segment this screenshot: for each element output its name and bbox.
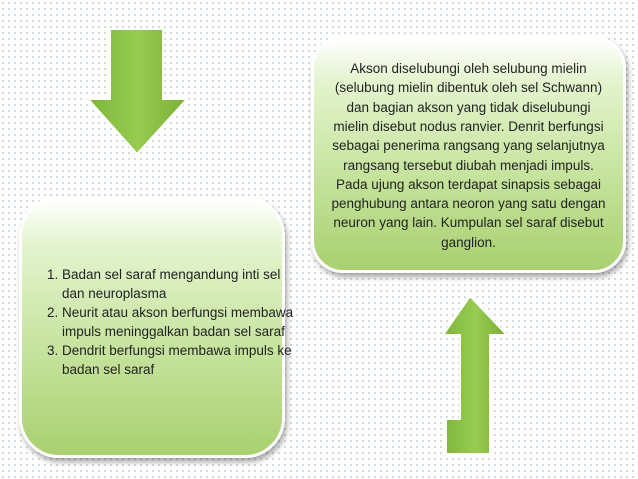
bent-up-arrow-icon (432, 293, 542, 458)
axon-description-box (311, 36, 626, 273)
neuron-parts-list-box (19, 196, 294, 458)
list-item: 3. Dendrit berfungsi membawa impuls ke badan sel saraf (62, 341, 300, 379)
axon-description-text: Akson diselubungi oleh selubung mielin (selubung mielin dibentuk oleh sel Schwann) dan bagian akson yang tidak diselubungi mielin disebut nodus ranvier. Denrit berfungsi sebagai penerima rangsang yang selanjutnya rangsang tersebut diubah menjadi impuls. Pada ujung akson terdapat sinapsis sebagai penghubung antara neoron yang satu dengan neuron yang lain. Kumpulan sel saraf disebut ganglion. (331, 61, 606, 250)
down-arrow-icon (85, 27, 190, 157)
list-item: 2. Neurit atau akson berfungsi membawa impuls meninggalkan badan sel saraf (62, 303, 300, 341)
list-item: 1. Badan sel saraf mengandung inti sel dan neuroplasma (62, 265, 300, 303)
neuron-parts-list (32, 265, 300, 379)
